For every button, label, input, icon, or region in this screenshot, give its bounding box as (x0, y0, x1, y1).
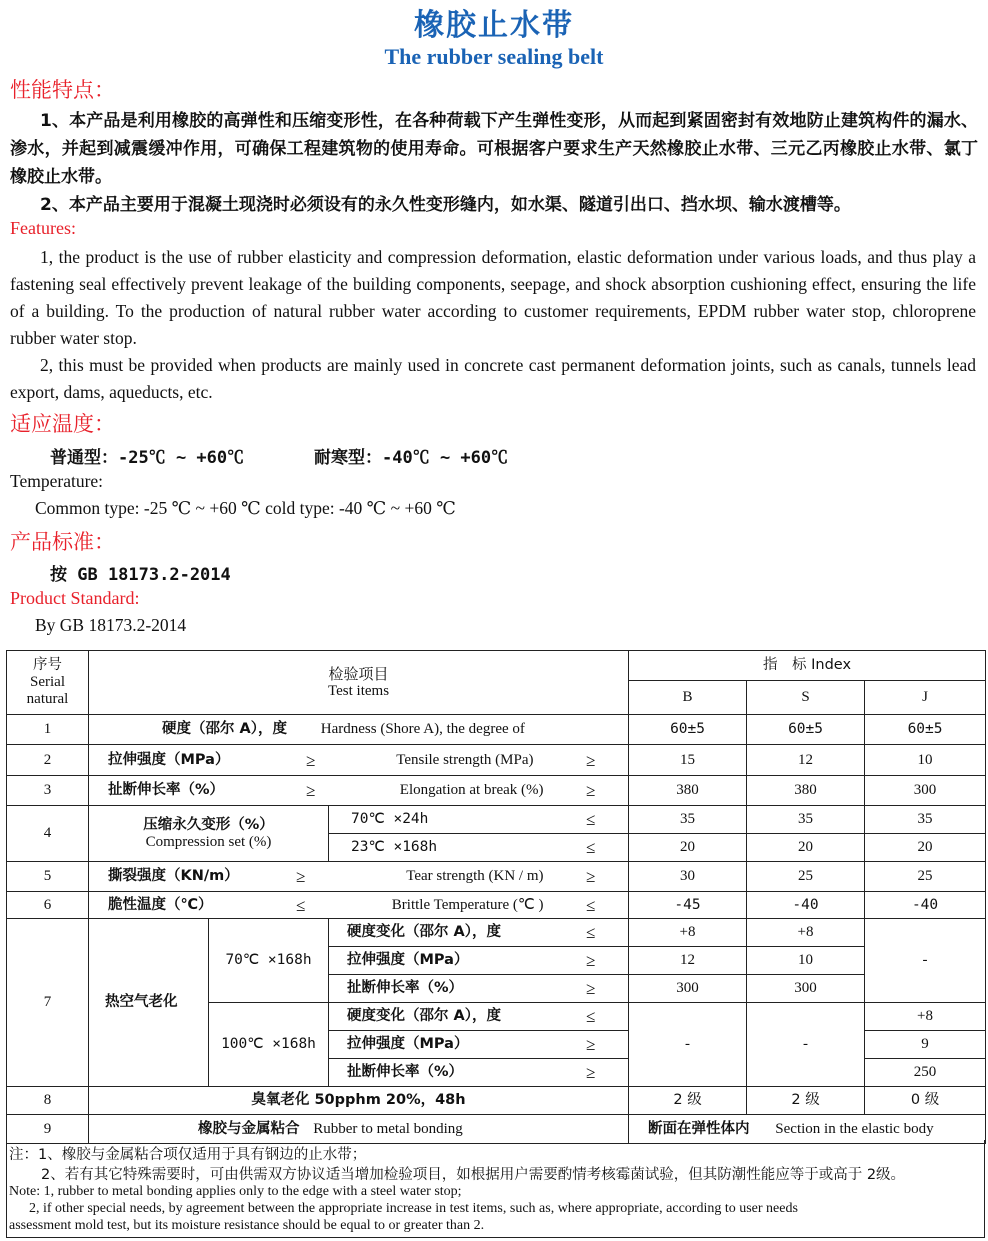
table-row: 拉伸强度（MPa） ≥ 9 (7, 1031, 986, 1059)
features-heading-en: Features: (10, 218, 76, 238)
table-row: 8 臭氧老化 50pphm 20%，48h 2 级 2 级 0 级 (7, 1087, 986, 1115)
page-title: 橡胶止水带 (414, 8, 574, 43)
table-row: 7 热空气老化 70℃ ×168h 硬度变化（邵尔 A），度 ≤ +8 +8 - (7, 919, 986, 947)
temperature-cold-cn: 耐寒型：-40℃ ~ +60℃ (314, 448, 509, 468)
note-1-en: Note: 1, rubber to metal bonding applies only to the edge with a steel water stop; (9, 1184, 462, 1199)
table-row: 6 脆性温度（℃） ≤ Brittle Temperature (℃ ) ≤ -45 -40 -40 (7, 892, 986, 919)
table-header-row (7, 651, 986, 681)
table-row: 3 扯断伸长率（%） ≥ Elongation at break (%) ≥ 380 380 300 (7, 776, 986, 806)
temperature-heading-en: Temperature: (10, 471, 104, 491)
features-paragraph-1-en: 1, the product is the use of rubber elasticity and compression deformation, elastic deformation under various loads, and thus play a fastening seal effectively prevent leakage of the building components, seepage, and shock absorption cushioning effect, ensuring the life of a building. To the production of natural rubber water according to customer requirements, EPDM rubber water stop, chloroprene rubber water stop. (10, 247, 976, 348)
standard-line-cn: 按 GB 18173.2-2014 (50, 565, 231, 585)
features-heading-cn: 性能特点： (10, 78, 115, 102)
table-row: 23℃ ×168h ≤ 20 20 20 (7, 834, 986, 862)
table-row: 100℃ ×168h 硬度变化（邵尔 A），度 ≤ - - +8 (7, 1003, 986, 1031)
table-row: 2 拉伸强度（MPa） ≥ Tensile strength (MPa) ≥ 15 12 10 (7, 745, 986, 776)
table-row: 扯断伸长率（%） ≥ 300 300 (7, 975, 986, 1003)
spec-table (6, 650, 986, 1144)
standard-heading-en: Product Standard: (10, 588, 140, 608)
temperature-heading-cn: 适应温度： (10, 412, 115, 436)
temperature-line-en: Common type: -25 ℃ ~ +60 ℃ cold type: -40 ℃ ~ +60 ℃ (35, 498, 456, 518)
table-row: 9 橡胶与金属粘合 Rubber to metal bonding 断面在弹性体内 Section in the elastic body (7, 1115, 986, 1144)
features-paragraph-2-en: 2, this must be provided when products are mainly used in concrete cast permanent deformation joints, such as canals, tunnels lead export, dams, aqueducts, etc. (10, 355, 976, 402)
page-subtitle: The rubber sealing belt (384, 44, 604, 69)
note-3-en: assessment mold test, but its moisture resistance should be equal to or greater than 2. (9, 1218, 485, 1233)
notes-box (6, 1140, 985, 1238)
table-row: 5 撕裂强度（KN/m） ≥ Tear strength (KN / m) ≥ 30 25 25 (7, 862, 986, 892)
table-row: 扯断伸长率（%） ≥ 250 (7, 1059, 986, 1087)
temperature-common-cn: 普通型：-25℃ ~ +60℃ (50, 448, 245, 468)
note-1-cn: 注：1、橡胶与金属粘合项仅适用于具有钢边的止水带； (9, 1147, 367, 1163)
table-row: 拉伸强度（MPa） ≥ 12 10 (7, 947, 986, 975)
standard-line-en: By GB 18173.2-2014 (35, 615, 187, 635)
header-index: 指 标 Index (629, 651, 986, 681)
header-serial: 序号 Serial natural (7, 651, 89, 715)
features-paragraph-2-cn: 2、本产品主要用于混凝土现浇时必须设有的永久性变形缝内，如水渠、隧道引出口、挡水坝、输水渡槽等。 (40, 195, 851, 215)
header-j: J (865, 681, 986, 715)
header-s: S (747, 681, 865, 715)
note-2-en: 2, if other special needs, by agreement between the appropriate increase in test items, such as, where appropriate, according to user needs (29, 1201, 798, 1216)
standard-heading-cn: 产品标准： (10, 530, 115, 554)
table-row: 4 压缩永久变形（%） Compression set (%) 70℃ ×24h ≤ 35 35 35 (7, 806, 986, 834)
header-b: B (629, 681, 747, 715)
features-paragraph-1-cn: 1、本产品是利用橡胶的高弹性和压缩变形性，在各种荷载下产生弹性变形，从而起到紧固密封有效地防止建筑构件的漏水、渗水，并起到减震缓冲作用，可确保工程建筑物的使用寿命。可根据客户要求生产天然橡胶止水带、三元乙丙橡胶止水带、氯丁橡胶止水带。 (10, 111, 978, 187)
header-test-items: 检验项目 Test items (89, 651, 629, 715)
note-2-cn: 2、若有其它特殊需要时，可由供需双方协议适当增加检验项目，如根据用户需要酌情考核霉菌试验，但其防潮性能应等于或高于 2级。 (41, 1167, 906, 1183)
table-row: 1 硬度（邵尔 A），度 Hardness (Shore A), the degree of 60±5 60±5 60±5 (7, 715, 986, 745)
